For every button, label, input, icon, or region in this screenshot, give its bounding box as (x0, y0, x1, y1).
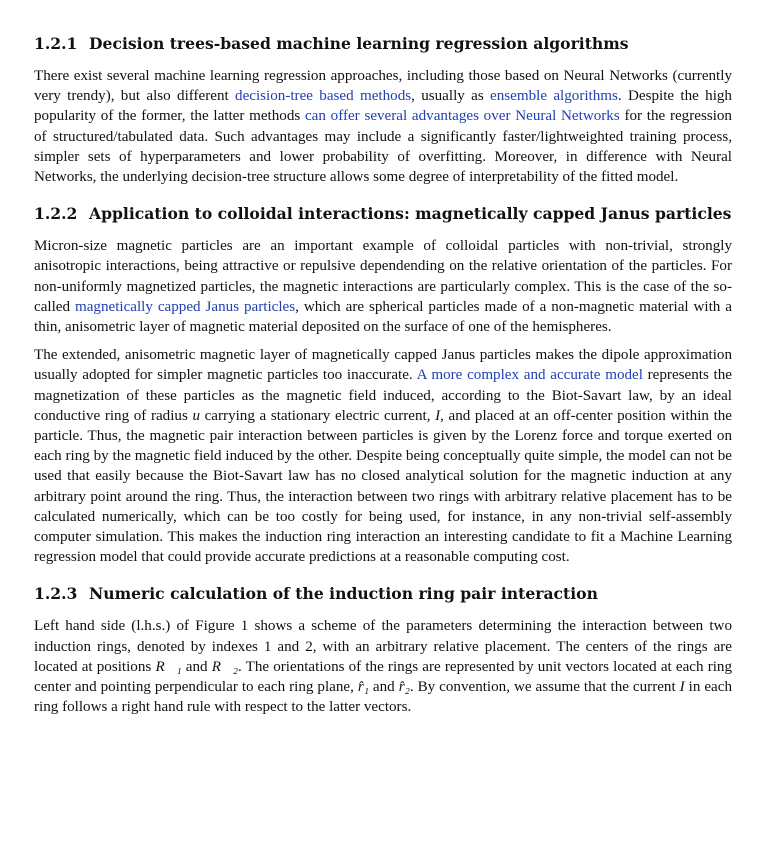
text-run: . Despite the high popularity of the former, the latter methods (34, 88, 732, 125)
paragraph (34, 236, 732, 337)
text-run: , usually as (411, 88, 491, 105)
paragraph (34, 616, 732, 717)
link-janus-particles[interactable]: magnetically capped Janus particles (74, 298, 296, 315)
section-number: 1.2.2 (34, 204, 78, 224)
section-number: 1.2.3 (34, 584, 78, 604)
math-vector-R2: R⃗₂ (211, 658, 238, 675)
math-variable: I (679, 679, 685, 696)
section-heading-1-2-2 (34, 203, 732, 225)
text-run: , which are spherical particles made of a non-magnetic material with a thin, anisometric layer of magnetic material deposited on the surface of one of the hemispheres. (34, 298, 732, 336)
math-variable: u (192, 407, 200, 424)
math-vector-R1: R⃗₁ (155, 658, 182, 675)
math-variable: I (435, 407, 441, 424)
link-complex-accurate-model[interactable]: A more complex and accurate model (416, 367, 643, 384)
text-run: There exist several machine learning regression approaches, including those based on Neural Networks (currently very trendy), but also different (34, 68, 732, 105)
text-run: Left hand side (l.h.s.) of Figure 1 shows a scheme of the parameters determining the interaction between two induction rings, denoted by indexes 1 and 2, with an arbitrary relative placement. The centers of the rings are located at positions (34, 618, 732, 675)
text-run: represents the magnetization of these particles as the magnetic field induced, according to the Biot-Savart law, by an ideal conductive ring of radius (34, 367, 732, 424)
section-title: Decision trees-based machine learning regression algorithms (89, 34, 629, 53)
text-run: Micron-size magnetic particles are an important example of colloidal particles with non-trivial, strongly anisotropic interactions, being attractive or repulsive dependending on the relative orientation of the particles. For non-uniformly magnetized particles, the magnetic interactions are particularly complex. This is the case of the so-called (34, 238, 732, 315)
link-ensemble-algorithms[interactable]: ensemble algorithms (490, 88, 618, 105)
text-run: and (368, 679, 399, 696)
section-heading-1-2-3 (34, 583, 732, 605)
text-run: , and placed at an off-center position within the particle. Thus, the magnetic pair interaction between particles is given by the Lorenz force and torque exerted on each ring by the magnetic field induced by the other. Despite being conceptually quite simple, the model can not be used that easily because the Biot-Savart law has no closed analytical solution for the magnetic induction at any arbitrary point around the ring. Thus, the interaction between two rings with arbitrary relative placement has to be calculated numerically, which can be too costly for being used, for instance, in any non-trivial self-assembly computer simulation. This makes the induction ring interaction an interesting candidate to fit a Machine Learning regression model that could provide accurate predictions at a reasonable computing cost. (34, 407, 733, 566)
text-run: for the regression of structured/tabulated data. Such advantages may include a significantly faster/lightweighted training process, simpler sets of hyperparameters and lower probability of overfitting. Moreover, in difference with Neural Networks, the underlying decision-tree structure allows some degree of interpretability of the fitted model. (34, 108, 732, 186)
text-run: The extended, anisometric magnetic layer of magnetically capped Janus particles makes the dipole approximation usually adopted for simpler magnetic particles too inaccurate. (34, 347, 732, 384)
link-decision-tree-methods[interactable]: decision-tree based methods (235, 88, 412, 105)
text-run: . By convention, we assume that the current (409, 679, 680, 696)
section-title: Application to colloidal interactions: magnetically capped Janus particles (89, 204, 732, 224)
section-title: Numeric calculation of the induction ring pair interaction (89, 584, 598, 604)
text-run: in each ring follows a right hand rule with respect to the latter vectors. (34, 679, 732, 716)
paragraph (34, 66, 732, 187)
paragraph (34, 345, 732, 567)
math-unit-vector-r2: r̂₂ (398, 679, 410, 696)
math-unit-vector-r1: r̂₁ (357, 679, 369, 696)
link-advantages-over-nn[interactable]: can offer several advantages over Neural Networks (304, 108, 620, 125)
section-heading-1-2-1 (34, 33, 732, 55)
text-run: carrying a stationary electric current, (200, 407, 436, 424)
section-number: 1.2.1 (34, 34, 78, 53)
text-run: . The orientations of the rings are represented by unit vectors located at each ring center and pointing perpendicular to each ring plane, (34, 658, 733, 696)
text-run: and (181, 658, 212, 675)
